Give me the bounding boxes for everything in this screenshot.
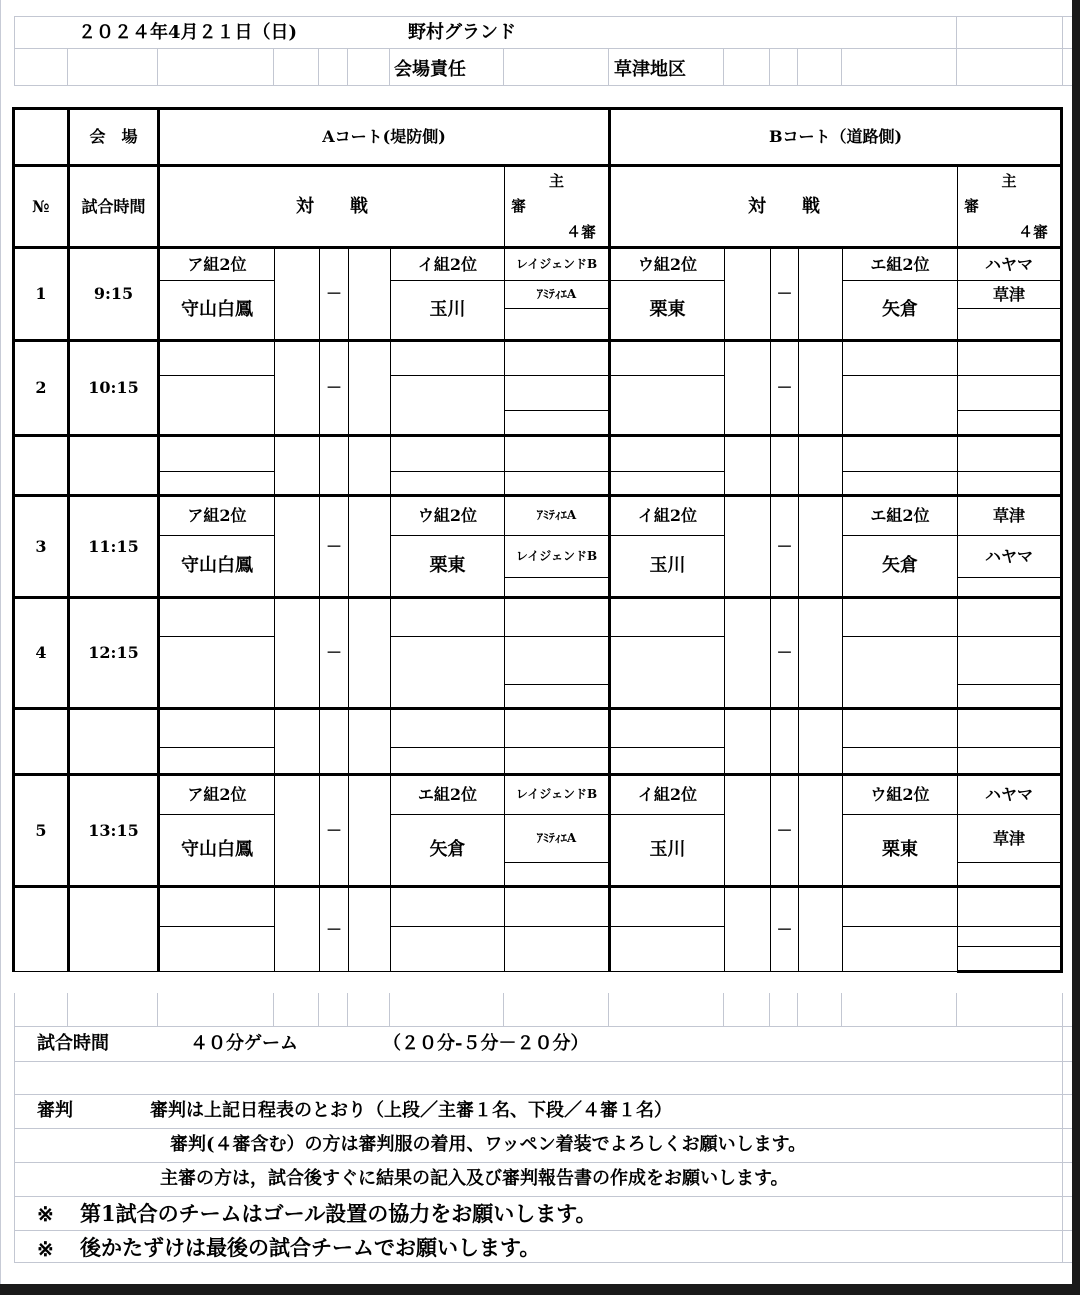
blank-cell <box>505 578 610 598</box>
blank-cell <box>958 748 1062 775</box>
referee-fourth: ｱﾐﾃｨｴA <box>505 281 610 309</box>
score-dash: － <box>771 496 799 598</box>
blank-cell <box>843 637 958 709</box>
score-cell <box>725 887 771 972</box>
blank-cell <box>391 472 505 496</box>
score-dash: － <box>771 248 799 341</box>
court-a-referee-header <box>505 166 610 248</box>
blank-cell <box>159 887 275 927</box>
score-cell <box>725 496 771 598</box>
court-b-referee-header <box>958 166 1062 248</box>
blank-cell <box>505 341 610 376</box>
match-row <box>14 496 1062 536</box>
blank-cell <box>69 887 159 972</box>
score-dash: － <box>771 887 799 972</box>
referee-note-3: 主審の方は，試合後すぐに結果の記入及び審判報告書の作成をお願いします。 <box>160 1168 789 1189</box>
team-group: エ組2位 <box>391 775 505 815</box>
blank-cell <box>391 927 505 972</box>
referee-fourth: 草津 <box>958 281 1062 309</box>
blank-cell <box>843 472 958 496</box>
grid-line <box>14 1230 1072 1231</box>
header-blank-cell <box>14 109 69 166</box>
grid-line <box>769 993 770 1026</box>
grid-line <box>14 16 15 85</box>
blank-cell <box>958 578 1062 598</box>
grid-line <box>347 48 348 85</box>
score-dash: － <box>771 598 799 709</box>
match-row <box>14 341 1062 376</box>
note-mark: ※ <box>37 1237 54 1261</box>
grid-line <box>956 993 957 1026</box>
score-cell <box>349 598 391 709</box>
blank-cell <box>159 709 275 748</box>
score-cell <box>725 598 771 709</box>
blank-cell <box>69 709 159 775</box>
blank-cell <box>843 341 958 376</box>
grid-line <box>956 16 957 85</box>
team-group: イ組2位 <box>391 248 505 281</box>
score-cell <box>349 887 391 972</box>
blank-cell <box>159 436 275 472</box>
grid-line <box>14 1061 1072 1062</box>
team-group: ア組2位 <box>159 248 275 281</box>
grid-line <box>14 1162 1072 1163</box>
blank-cell <box>159 748 275 775</box>
referee-fourth: ｱﾐﾃｨｴA <box>505 815 610 863</box>
score-cell <box>799 341 843 436</box>
blank-cell <box>958 947 1062 972</box>
blank-cell <box>799 709 843 775</box>
blank-cell <box>958 709 1062 748</box>
match-number: 3 <box>14 496 69 598</box>
score-cell <box>799 887 843 972</box>
court-b-match-header: 対 戦 <box>610 166 958 248</box>
venue-manager-value: 草津地区 <box>614 59 686 80</box>
spare-row <box>14 887 1062 927</box>
team-name: 守山白鳳 <box>159 536 275 598</box>
blank-cell <box>505 472 610 496</box>
team-name: 矢倉 <box>843 281 958 341</box>
blank-cell <box>159 472 275 496</box>
grid-line <box>608 48 609 85</box>
grid-line <box>14 48 1072 49</box>
blank-cell <box>610 436 725 472</box>
ref-header-mid: 審 <box>964 197 980 216</box>
blank-cell <box>391 748 505 775</box>
blank-cell <box>610 748 725 775</box>
match-row <box>14 598 1062 637</box>
blank-cell <box>799 436 843 496</box>
spare-row <box>14 927 1062 947</box>
referee-main: レイジェンドB <box>505 248 610 281</box>
match-row <box>14 281 1062 309</box>
blank-cell <box>14 436 69 496</box>
match-row <box>14 376 1062 411</box>
blank-cell <box>843 887 958 927</box>
score-cell <box>799 248 843 341</box>
match-row <box>14 536 1062 578</box>
referee-fourth: レイジェンドB <box>505 536 610 578</box>
grid-line <box>14 85 1072 86</box>
score-cell <box>725 775 771 887</box>
score-cell <box>275 887 320 972</box>
blank-cell <box>159 376 275 436</box>
blank-cell <box>505 685 610 709</box>
score-dash: － <box>320 775 349 887</box>
match-number: 2 <box>14 341 69 436</box>
blank-cell <box>391 436 505 472</box>
team-group: ウ組2位 <box>843 775 958 815</box>
referee-label: 審判 <box>37 1100 73 1121</box>
note-mark: ※ <box>37 1202 54 1226</box>
blank-cell <box>505 309 610 341</box>
match-row <box>14 248 1062 281</box>
blank-cell <box>505 863 610 887</box>
grid-line <box>723 48 724 85</box>
blank-cell <box>391 637 505 709</box>
score-cell <box>725 341 771 436</box>
spare-row <box>14 709 1062 748</box>
blank-cell <box>159 341 275 376</box>
grid-line <box>1062 16 1063 85</box>
match-row <box>14 775 1062 815</box>
grid-line <box>14 1128 1072 1129</box>
score-cell <box>799 775 843 887</box>
blank-cell <box>958 598 1062 637</box>
grid-line <box>769 48 770 85</box>
team-group: イ組2位 <box>610 496 725 536</box>
referee-note-1: 審判は上記日程表のとおり（上段／主審１名、下段／４審１名） <box>150 1100 672 1121</box>
team-name: 守山白鳳 <box>159 815 275 887</box>
blank-cell <box>610 376 725 436</box>
score-cell <box>275 598 320 709</box>
grid-line <box>841 993 842 1026</box>
match-number: 4 <box>14 598 69 709</box>
match-time: 9:15 <box>69 248 159 341</box>
team-name: 栗東 <box>843 815 958 887</box>
blank-cell <box>610 472 725 496</box>
court-b-header: Bコート（道路側) <box>610 109 1062 166</box>
team-group: ウ組2位 <box>391 496 505 536</box>
blank-cell <box>610 637 725 709</box>
team-group: イ組2位 <box>610 775 725 815</box>
ref-header-top: 主 <box>548 171 564 190</box>
grid-line <box>273 48 274 85</box>
blank-cell <box>843 748 958 775</box>
match-duration-label: 試合時間 <box>37 1033 109 1054</box>
match-time: 11:15 <box>69 496 159 598</box>
referee-fourth: ハヤマ <box>958 536 1062 578</box>
blank-cell <box>610 887 725 927</box>
score-cell <box>275 775 320 887</box>
match-row <box>14 815 1062 863</box>
blank-cell <box>349 436 391 496</box>
match-row <box>14 637 1062 685</box>
spare-row <box>14 436 1062 472</box>
score-cell <box>799 598 843 709</box>
blank-cell <box>505 436 610 472</box>
team-name: 矢倉 <box>391 815 505 887</box>
grid-line <box>608 993 609 1026</box>
score-dash: － <box>320 496 349 598</box>
blank-cell <box>610 709 725 748</box>
blank-cell <box>505 376 610 411</box>
grid-line <box>273 993 274 1026</box>
blank-cell <box>958 927 1062 947</box>
ref-header-mid: 審 <box>511 197 527 216</box>
blank-cell <box>958 472 1062 496</box>
grid-line <box>1062 993 1063 1263</box>
grid-line <box>157 993 158 1026</box>
venue-name: 野村グランド <box>408 22 516 43</box>
grid-line <box>318 993 319 1026</box>
score-cell <box>275 496 320 598</box>
grid-line <box>318 48 319 85</box>
grid-line <box>389 48 390 85</box>
blank-cell <box>391 709 505 748</box>
table-header-row <box>14 109 1062 166</box>
team-name: 玉川 <box>391 281 505 341</box>
blank-cell <box>843 927 958 972</box>
blank-cell <box>275 709 320 775</box>
ref-header-bottom: ４審 <box>1017 223 1048 241</box>
blank-cell <box>69 436 159 496</box>
venue-header: 会 場 <box>69 109 159 166</box>
blank-cell <box>958 685 1062 709</box>
score-cell <box>275 248 320 341</box>
blank-cell <box>505 637 610 685</box>
blank-cell <box>958 411 1062 436</box>
grid-line <box>503 48 504 85</box>
score-cell <box>725 248 771 341</box>
referee-main: ハヤマ <box>958 248 1062 281</box>
event-date: ２０２４年4月２１日（日) <box>78 22 298 43</box>
blank-cell <box>771 709 799 775</box>
team-group: ア組2位 <box>159 496 275 536</box>
grid-line <box>157 48 158 85</box>
grid-line <box>347 993 348 1026</box>
blank-cell <box>958 637 1062 685</box>
team-name: 矢倉 <box>843 536 958 598</box>
grid-line <box>797 993 798 1026</box>
score-dash: － <box>771 775 799 887</box>
grid-line <box>389 993 390 1026</box>
grid-line <box>14 1196 1072 1197</box>
referee-main: ハヤマ <box>958 775 1062 815</box>
team-name: 玉川 <box>610 536 725 598</box>
blank-cell <box>958 309 1062 341</box>
match-number: 5 <box>14 775 69 887</box>
court-a-match-header: 対 戦 <box>159 166 505 248</box>
blank-cell <box>771 436 799 496</box>
referee-main: 草津 <box>958 496 1062 536</box>
blank-cell <box>725 709 771 775</box>
referee-fourth: 草津 <box>958 815 1062 863</box>
score-cell <box>799 496 843 598</box>
grid-line <box>14 1026 1072 1027</box>
team-group: エ組2位 <box>843 248 958 281</box>
match-time: 12:15 <box>69 598 159 709</box>
blank-cell <box>610 927 725 972</box>
score-dash: － <box>320 341 349 436</box>
match-duration-value: ４０分ゲーム <box>190 1033 298 1054</box>
note-goal-setup: 第1試合のチームはゴール設置の協力をお願いします。 <box>80 1201 597 1226</box>
referee-main: ｱﾐﾃｨｴA <box>505 496 610 536</box>
match-number: 1 <box>14 248 69 341</box>
blank-cell <box>505 887 610 927</box>
blank-cell <box>843 709 958 748</box>
blank-cell <box>505 709 610 748</box>
blank-cell <box>320 436 349 496</box>
ref-header-bottom: ４審 <box>565 223 596 241</box>
score-dash: － <box>320 248 349 341</box>
blank-cell <box>505 411 610 436</box>
blank-cell <box>505 598 610 637</box>
grid-line <box>797 48 798 85</box>
score-cell <box>275 341 320 436</box>
blank-cell <box>505 748 610 775</box>
blank-cell <box>159 598 275 637</box>
spare-row <box>14 472 1062 496</box>
team-group: ア組2位 <box>159 775 275 815</box>
court-a-header: Aコート(堤防側) <box>159 109 610 166</box>
blank-cell <box>610 341 725 376</box>
team-group: ウ組2位 <box>610 248 725 281</box>
grid-line <box>503 993 504 1026</box>
blank-cell <box>843 376 958 436</box>
number-header: № <box>14 166 69 248</box>
blank-cell <box>275 436 320 496</box>
blank-cell <box>14 709 69 775</box>
referee-main: レイジェンドB <box>505 775 610 815</box>
referee-note-2: 審判(４審含む）の方は審判服の着用、ワッペン着装でよろしくお願いします。 <box>170 1134 807 1155</box>
ref-header-top: 主 <box>1001 171 1017 190</box>
blank-cell <box>349 709 391 775</box>
grid-line <box>14 1262 1072 1263</box>
blank-cell <box>843 598 958 637</box>
blank-cell <box>391 341 505 376</box>
grid-line <box>14 1094 1072 1095</box>
score-cell <box>349 496 391 598</box>
match-time: 10:15 <box>69 341 159 436</box>
venue-manager-label: 会場責任 <box>394 59 466 80</box>
grid-line <box>841 48 842 85</box>
score-cell <box>349 775 391 887</box>
blank-cell <box>610 598 725 637</box>
blank-cell <box>958 863 1062 887</box>
grid-line <box>14 16 1072 17</box>
blank-cell <box>391 376 505 436</box>
match-time: 13:15 <box>69 775 159 887</box>
team-group: エ組2位 <box>843 496 958 536</box>
spare-row <box>14 748 1062 775</box>
blank-cell <box>843 436 958 472</box>
table-header-row <box>14 166 1062 248</box>
blank-cell <box>391 887 505 927</box>
grid-line <box>67 993 68 1026</box>
team-name: 栗東 <box>391 536 505 598</box>
blank-cell <box>14 887 69 972</box>
team-name: 栗東 <box>610 281 725 341</box>
blank-cell <box>958 887 1062 927</box>
blank-cell <box>958 436 1062 472</box>
blank-cell <box>725 436 771 496</box>
score-dash: － <box>320 598 349 709</box>
team-name: 玉川 <box>610 815 725 887</box>
blank-cell <box>159 637 275 709</box>
blank-cell <box>505 927 610 972</box>
blank-cell <box>958 376 1062 411</box>
team-name: 守山白鳳 <box>159 281 275 341</box>
grid-line <box>14 993 15 1263</box>
score-cell <box>349 248 391 341</box>
match-duration-detail: （２０分-５分－２０分） <box>383 1033 589 1054</box>
match-time-header: 試合時間 <box>69 166 159 248</box>
match-schedule-table <box>12 107 1063 973</box>
blank-cell <box>159 927 275 972</box>
score-dash: － <box>320 887 349 972</box>
grid-line <box>723 993 724 1026</box>
blank-cell <box>391 598 505 637</box>
grid-line <box>67 48 68 85</box>
note-cleanup: 後かたずけは最後の試合チームでお願いします。 <box>80 1235 541 1260</box>
blank-cell <box>958 341 1062 376</box>
score-dash: － <box>771 341 799 436</box>
score-cell <box>349 341 391 436</box>
blank-cell <box>320 709 349 775</box>
